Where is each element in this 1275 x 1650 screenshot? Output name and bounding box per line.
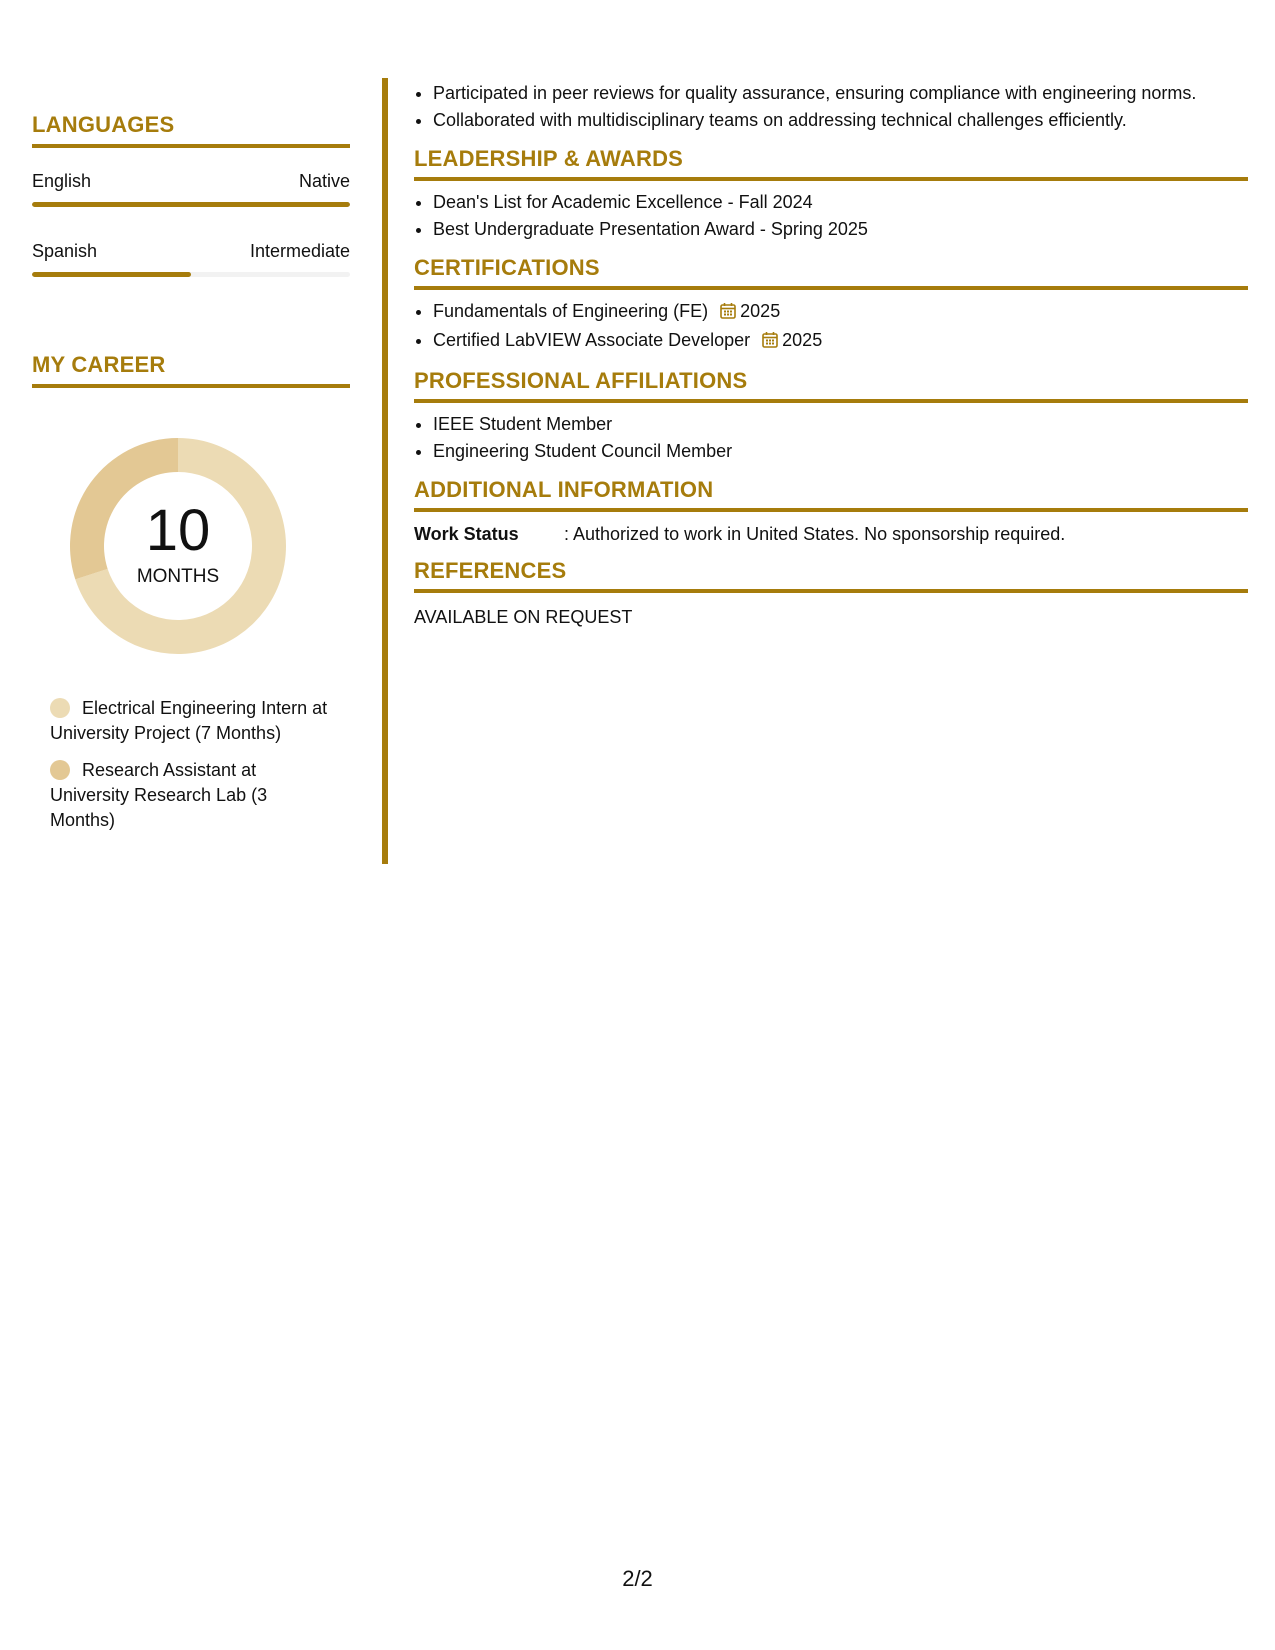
languages-list xyxy=(32,170,350,310)
leadership-list xyxy=(414,189,1248,243)
language-name: Spanish xyxy=(32,241,98,261)
column-divider xyxy=(382,78,388,864)
career-total-number: 10 xyxy=(145,498,211,563)
work-status-row xyxy=(414,522,1248,546)
language-proficiency-fill xyxy=(32,202,350,207)
affiliation-item: • IEEE Student Member xyxy=(433,411,1248,438)
certification-name: Certified LabVIEW Associate Developer xyxy=(433,330,751,350)
legend-dot-icon xyxy=(50,698,70,718)
language-level: Intermediate xyxy=(249,241,350,261)
certification-item xyxy=(433,327,1248,356)
legend-dot-icon xyxy=(50,760,70,780)
language-proficiency-bar xyxy=(32,272,350,277)
career-total-unit: MONTHS xyxy=(136,566,220,587)
references-text: AVAILABLE ON REQUEST xyxy=(414,607,633,627)
references-heading: REFERENCES xyxy=(414,558,1248,593)
leadership-section xyxy=(414,146,1248,243)
career-donut-chart xyxy=(66,434,290,658)
certification-item xyxy=(433,298,1248,327)
leadership-heading: LEADERSHIP & AWARDS xyxy=(414,146,1248,181)
certifications-section xyxy=(414,255,1248,356)
certification-year: 2025 xyxy=(782,330,823,350)
experience-bullets xyxy=(414,80,1248,134)
donut-center xyxy=(66,434,290,658)
affiliations-section xyxy=(414,368,1248,465)
language-name: English xyxy=(32,171,92,191)
legend-label: Research Assistant at University Research Lab (3 Months) xyxy=(50,760,268,830)
experience-bullet: • Collaborated with multidisciplinary teams on addressing technical challenges efficiently. xyxy=(433,107,1248,134)
leadership-item: • Best Undergraduate Presentation Award - Spring 2025 xyxy=(433,216,1248,243)
certifications-heading: CERTIFICATIONS xyxy=(414,255,1248,290)
career-heading: MY CAREER xyxy=(32,352,350,388)
references-section xyxy=(414,558,1248,629)
page-number: 2/2 xyxy=(622,1566,653,1591)
left-column xyxy=(32,112,350,310)
language-level: Native xyxy=(298,171,350,191)
calendar-icon xyxy=(762,329,778,356)
additional-info-section xyxy=(414,477,1248,546)
language-proficiency-bar xyxy=(32,202,350,207)
work-status-label: Work Status xyxy=(414,524,519,544)
career-legend xyxy=(50,696,330,845)
affiliation-item: • Engineering Student Council Member xyxy=(433,438,1248,465)
work-status-value: : Authorized to work in United States. No sponsorship required. xyxy=(564,524,1066,544)
legend-item xyxy=(50,696,330,746)
legend-item xyxy=(50,758,330,833)
certification-name: Fundamentals of Engineering (FE) xyxy=(433,301,709,321)
calendar-icon xyxy=(720,300,736,327)
language-item xyxy=(32,240,350,310)
right-column xyxy=(414,80,1248,629)
experience-bullet: • Participated in peer reviews for quality assurance, ensuring compliance with engineering norms. xyxy=(433,80,1248,107)
leadership-item: • Dean's List for Academic Excellence - Fall 2024 xyxy=(433,189,1248,216)
career-section xyxy=(32,352,350,830)
legend-label: Electrical Engineering Intern at University Project (7 Months) xyxy=(50,698,328,743)
languages-heading: LANGUAGES xyxy=(32,112,350,148)
certifications-list xyxy=(414,298,1248,356)
certification-year: 2025 xyxy=(740,301,781,321)
additional-info-heading: ADDITIONAL INFORMATION xyxy=(414,477,1248,512)
affiliations-list xyxy=(414,411,1248,465)
affiliations-heading: PROFESSIONAL AFFILIATIONS xyxy=(414,368,1248,403)
language-proficiency-fill xyxy=(32,272,191,277)
language-item xyxy=(32,170,350,240)
